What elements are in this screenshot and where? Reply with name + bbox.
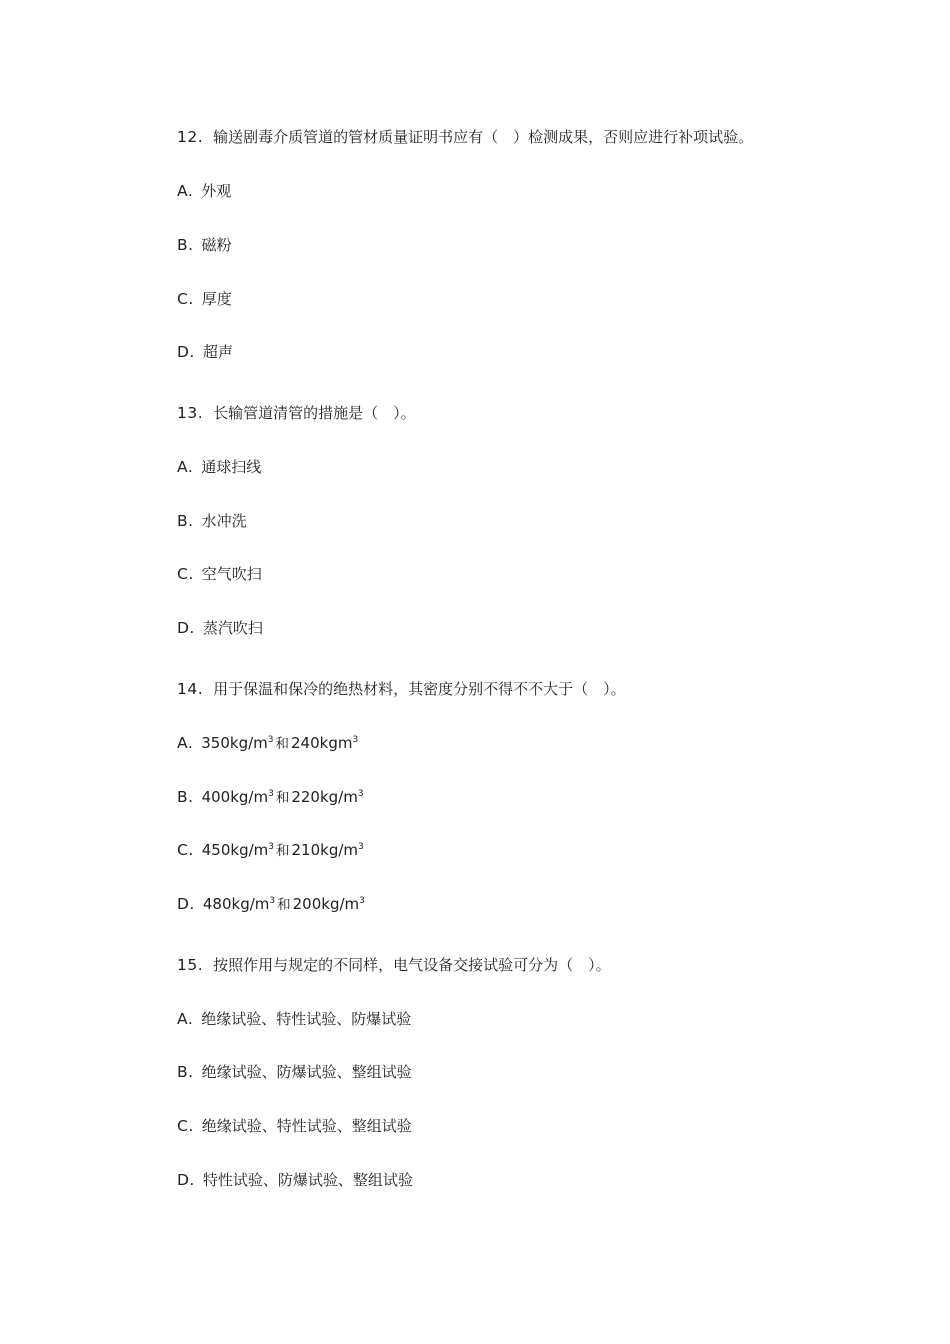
option-text: 绝缘试验、特性试验、整组试验 (201, 1117, 412, 1135)
option-letter: D. (177, 343, 195, 361)
question-number: 14. (177, 680, 204, 698)
question-13-stem (177, 403, 416, 423)
superscript: 3 (269, 896, 276, 906)
question-14-stem (177, 679, 626, 699)
question-13-option-b (177, 511, 247, 531)
question-text: 长输管道清管的措施是（ ）。 (213, 404, 416, 422)
density-value-1: 480kg/m (202, 895, 270, 913)
conjunction: 和 (277, 897, 291, 913)
superscript: 3 (357, 789, 364, 799)
option-letter: B. (177, 1063, 194, 1081)
superscript: 3 (358, 842, 364, 852)
option-text: 绝缘试验、特性试验、防爆试验 (201, 1010, 412, 1028)
density-value-1: 350kg/m (201, 734, 268, 752)
conjunction: 和 (276, 843, 290, 859)
question-15-option-c (177, 1116, 412, 1136)
option-letter: B. (177, 788, 194, 806)
question-12-option-d (177, 342, 233, 362)
option-text: 空气吹扫 (201, 565, 262, 583)
question-15-option-d (177, 1170, 413, 1190)
option-text: 水冲洗 (201, 512, 247, 530)
superscript: 3 (359, 896, 365, 906)
option-text: 绝缘试验、防爆试验、整组试验 (201, 1063, 412, 1081)
question-text: 按照作用与规定的不同样，电气设备交接试验可分为（ ）。 (213, 956, 611, 974)
question-12-option-c (177, 289, 232, 309)
option-text: 蒸汽吹扫 (202, 619, 263, 637)
question-12-stem (177, 127, 753, 147)
option-letter: A. (177, 182, 194, 200)
option-text: 厚度 (201, 290, 232, 308)
option-letter: B. (177, 236, 194, 254)
question-number: 13. (177, 404, 204, 422)
superscript: 3 (268, 842, 274, 852)
option-letter: D. (177, 619, 195, 637)
question-13-option-d (177, 618, 263, 638)
question-14-option-a (177, 733, 358, 754)
option-letter: A. (177, 458, 194, 476)
conjunction: 和 (275, 736, 290, 752)
superscript: 3 (268, 789, 274, 799)
option-text: 通球扫线 (201, 458, 262, 476)
question-14-option-c (177, 840, 364, 861)
question-13-option-c (177, 564, 262, 584)
question-15-stem (177, 955, 611, 975)
density-value-2: 200kg/m (292, 895, 360, 913)
density-value-2: 240kgm (291, 734, 353, 752)
superscript: 3 (267, 735, 274, 745)
question-15-option-a (177, 1009, 411, 1029)
density-value-2: 210kg/m (291, 841, 359, 859)
density-value-1: 400kg/m (201, 788, 269, 806)
option-letter: C. (177, 1117, 194, 1135)
question-text: 输送剧毒介质管道的管材质量证明书应有（ ）检测成果，否则应进行补项试验。 (213, 128, 754, 146)
question-13-option-a (177, 457, 261, 477)
question-number: 12. (177, 128, 204, 146)
option-letter: D. (177, 1171, 195, 1189)
density-value-1: 450kg/m (201, 841, 269, 859)
option-text: 外观 (201, 182, 232, 200)
question-15-option-b (177, 1062, 412, 1082)
option-text: 特性试验、防爆试验、整组试验 (202, 1171, 413, 1189)
option-letter: C. (177, 565, 194, 583)
option-letter: C. (177, 841, 194, 859)
question-12-option-a (177, 181, 231, 201)
question-text: 用于保温和保冷的绝热材料，其密度分别不得不不大于（ ）。 (213, 680, 626, 698)
option-letter: A. (177, 734, 194, 752)
option-text: 磁粉 (201, 236, 232, 254)
question-14-option-d (177, 894, 365, 915)
question-14-option-b (177, 787, 364, 808)
option-text: 超声 (202, 343, 233, 361)
conjunction: 和 (275, 790, 290, 806)
option-letter: D. (177, 895, 195, 913)
density-value-2: 220kg/m (291, 788, 358, 806)
option-letter: C. (177, 290, 194, 308)
question-12-option-b (177, 235, 232, 255)
superscript: 3 (352, 735, 359, 745)
question-number: 15. (177, 956, 204, 974)
option-letter: A. (177, 1010, 194, 1028)
option-letter: B. (177, 512, 194, 530)
